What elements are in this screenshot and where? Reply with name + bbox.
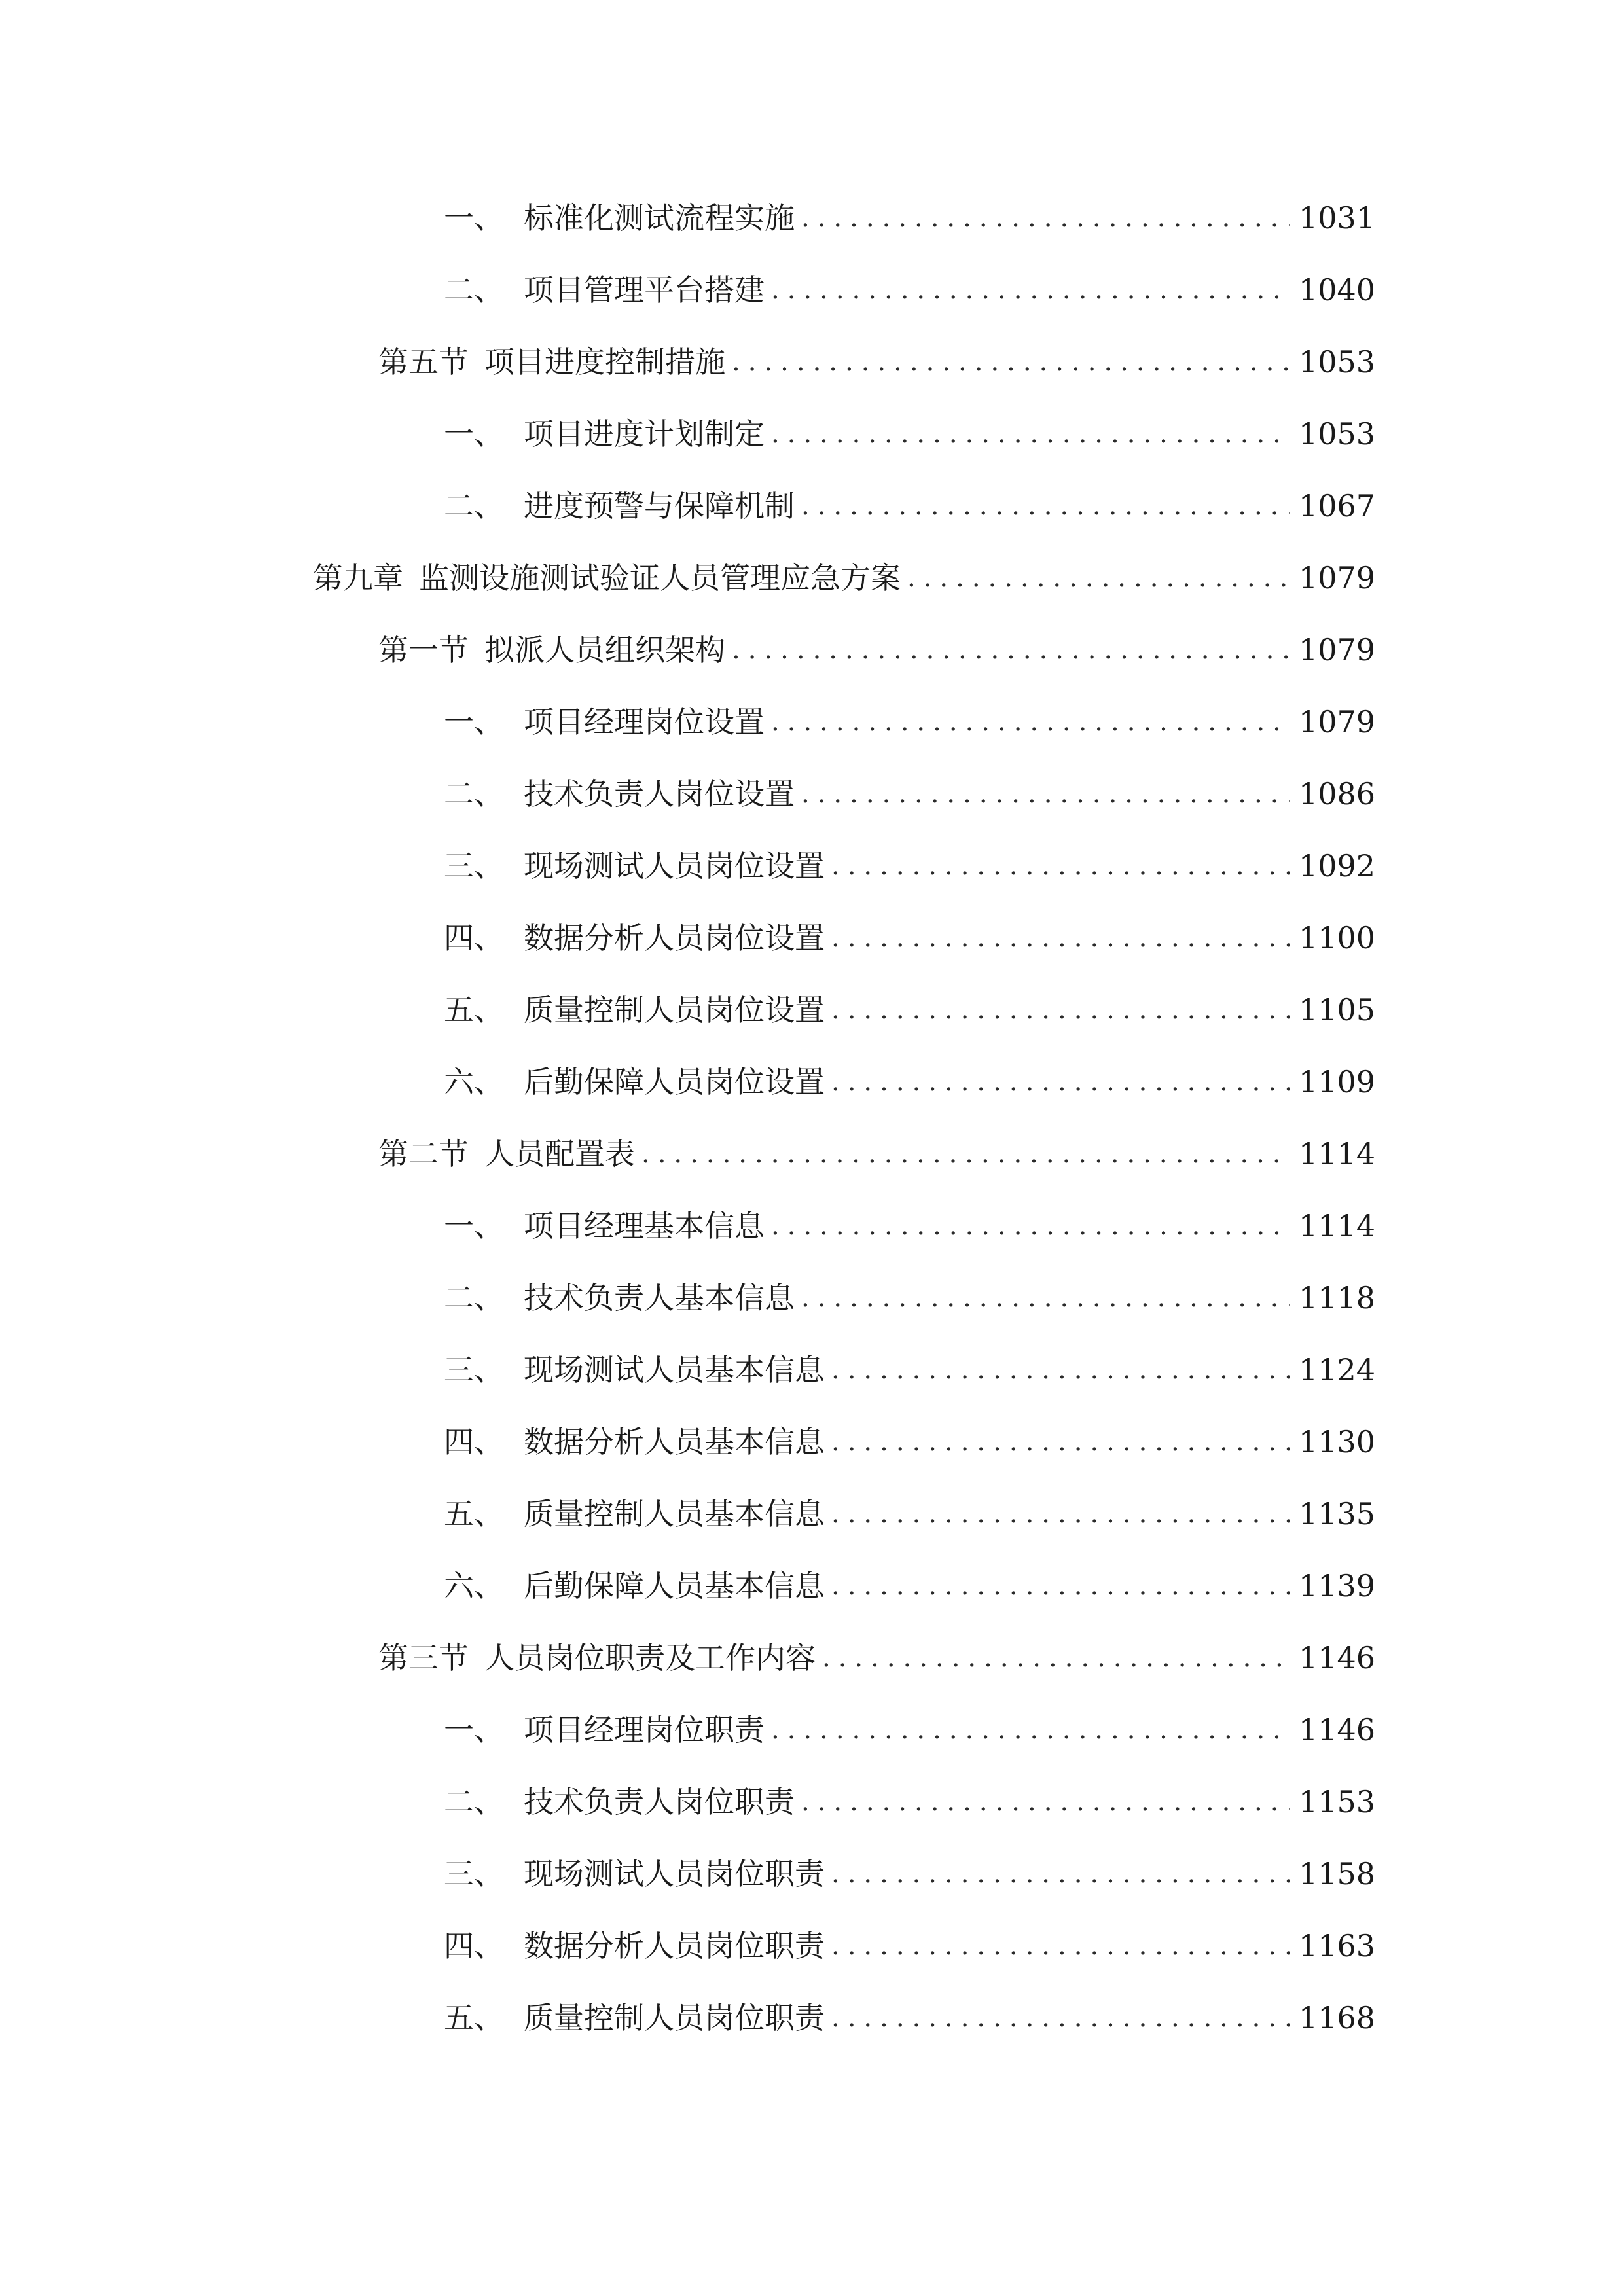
toc-entry-number: 五、 [444, 992, 504, 1028]
toc-entry-page: 1105 [1298, 992, 1375, 1028]
toc-entry-title: 拟派人员组织架构 [484, 632, 725, 668]
dot-leader [831, 1992, 1290, 2044]
toc-entry-number: 三、 [444, 1352, 504, 1388]
toc-entry-number: 第五节 [378, 344, 469, 380]
toc-entry[interactable] [378, 624, 1375, 676]
dot-leader [801, 480, 1290, 532]
dot-leader [831, 1488, 1290, 1540]
toc-entry-title: 项目进度计划制定 [524, 416, 765, 452]
toc-entry-title: 数据分析人员岗位设置 [524, 920, 825, 956]
toc-entry-page: 1139 [1298, 1568, 1375, 1604]
toc-entry[interactable] [444, 1704, 1375, 1756]
toc-entry-page: 1053 [1298, 344, 1375, 380]
dot-leader [822, 1632, 1290, 1684]
toc-entry-page: 1124 [1298, 1352, 1375, 1388]
toc-entry-number: 一、 [444, 416, 504, 452]
toc-entry-number: 第二节 [378, 1136, 469, 1172]
toc-entry[interactable] [444, 1272, 1375, 1324]
dot-leader [907, 552, 1290, 604]
dot-leader [771, 408, 1290, 460]
dot-leader [831, 1344, 1290, 1396]
toc-entry-page: 1146 [1298, 1640, 1375, 1676]
dot-leader [801, 768, 1290, 820]
toc-entry-page: 1031 [1298, 200, 1375, 236]
toc-entry-number: 一、 [444, 1712, 504, 1748]
toc-entry-page: 1130 [1298, 1424, 1375, 1460]
toc-entry-title: 质量控制人员基本信息 [524, 1496, 825, 1532]
toc-entry[interactable] [444, 984, 1375, 1036]
toc-entry-title: 进度预警与保障机制 [524, 488, 795, 524]
toc-entry-number: 五、 [444, 2000, 504, 2036]
toc-entry-number: 一、 [444, 1208, 504, 1244]
dot-leader [771, 696, 1290, 748]
dot-leader [831, 912, 1290, 964]
toc-entry[interactable] [444, 1416, 1375, 1468]
toc-entry-title: 项目经理岗位职责 [524, 1712, 765, 1748]
toc-entry[interactable] [444, 912, 1375, 964]
toc-entry[interactable] [444, 408, 1375, 460]
toc-entry[interactable] [378, 336, 1375, 388]
toc-entry-title: 人员配置表 [484, 1136, 635, 1172]
toc-entry-number: 六、 [444, 1064, 504, 1100]
toc-entry-title: 现场测试人员岗位设置 [524, 848, 825, 884]
toc-entry-page: 1168 [1298, 2000, 1375, 2036]
toc-entry-title: 数据分析人员岗位职责 [524, 1928, 825, 1964]
toc-entry-page: 1092 [1298, 848, 1375, 884]
toc-entry-page: 1109 [1298, 1064, 1375, 1100]
toc-entry-page: 1053 [1298, 416, 1375, 452]
toc-entry[interactable] [444, 1776, 1375, 1828]
toc-entry-number: 六、 [444, 1568, 504, 1604]
toc-entry-number: 一、 [444, 704, 504, 740]
toc-entry-number: 第一节 [378, 632, 469, 668]
toc-entry-title: 监测设施测试验证人员管理应急方案 [419, 560, 901, 596]
toc-entry-page: 1079 [1298, 632, 1375, 668]
toc-entry-page: 1079 [1298, 560, 1375, 596]
toc-entry-title: 技术负责人基本信息 [524, 1280, 795, 1316]
toc-entry-number: 五、 [444, 1496, 504, 1532]
toc-entry-number: 二、 [444, 776, 504, 812]
toc-entry-number: 第九章 [313, 560, 403, 596]
toc-entry[interactable] [444, 1056, 1375, 1108]
toc-entry-title: 项目经理基本信息 [524, 1208, 765, 1244]
dot-leader [771, 264, 1290, 316]
toc-entry-page: 1118 [1298, 1280, 1375, 1316]
toc-entry-page: 1114 [1298, 1136, 1375, 1172]
toc-entry-title: 后勤保障人员岗位设置 [524, 1064, 825, 1100]
toc-entry[interactable] [444, 264, 1375, 316]
toc-entry[interactable] [444, 1344, 1375, 1396]
toc-entry-number: 四、 [444, 1424, 504, 1460]
toc-entry-number: 二、 [444, 272, 504, 308]
dot-leader [801, 1272, 1290, 1324]
toc-entry[interactable] [378, 1632, 1375, 1684]
toc-entry[interactable] [313, 552, 1375, 604]
toc-entry-title: 质量控制人员岗位职责 [524, 2000, 825, 2036]
toc-entry-page: 1100 [1298, 920, 1375, 956]
toc-entry-page: 1153 [1298, 1784, 1375, 1820]
toc-entry-title: 后勤保障人员基本信息 [524, 1568, 825, 1604]
toc-entry[interactable] [444, 696, 1375, 748]
toc-entry[interactable] [444, 1560, 1375, 1612]
toc-entry-page: 1086 [1298, 776, 1375, 812]
dot-leader [831, 1056, 1290, 1108]
toc-entry-page: 1146 [1298, 1712, 1375, 1748]
toc-entry[interactable] [444, 1920, 1375, 1972]
toc-entry-number: 三、 [444, 1856, 504, 1892]
toc-entry-title: 技术负责人岗位设置 [524, 776, 795, 812]
toc-entry[interactable] [444, 768, 1375, 820]
toc-entry-title: 质量控制人员岗位设置 [524, 992, 825, 1028]
toc-entry-number: 二、 [444, 488, 504, 524]
toc-entry-number: 二、 [444, 1784, 504, 1820]
dot-leader [831, 1560, 1290, 1612]
toc-entry-page: 1135 [1298, 1496, 1375, 1532]
toc-entry[interactable] [378, 1128, 1375, 1180]
dot-leader [732, 624, 1290, 676]
toc-entry-page: 1158 [1298, 1856, 1375, 1892]
dot-leader [641, 1128, 1290, 1180]
dot-leader [801, 192, 1290, 244]
dot-leader [801, 1776, 1290, 1828]
toc-entry-page: 1114 [1298, 1208, 1375, 1244]
toc-entry-number: 四、 [444, 1928, 504, 1964]
toc-entry[interactable] [444, 1992, 1375, 2044]
toc-entry-page: 1163 [1298, 1928, 1375, 1964]
dot-leader [831, 840, 1290, 892]
toc-entry-number: 二、 [444, 1280, 504, 1316]
toc-entry-title: 项目管理平台搭建 [524, 272, 765, 308]
dot-leader [831, 1416, 1290, 1468]
toc-entry-number: 一、 [444, 200, 504, 236]
dot-leader [771, 1200, 1290, 1252]
toc-entry-page: 1079 [1298, 704, 1375, 740]
toc-entry[interactable] [444, 1200, 1375, 1252]
toc-entry-title: 人员岗位职责及工作内容 [484, 1640, 816, 1676]
toc-entry[interactable] [444, 1488, 1375, 1540]
toc-entry[interactable] [444, 1848, 1375, 1900]
toc-entry-title: 数据分析人员基本信息 [524, 1424, 825, 1460]
toc-entry-title: 现场测试人员岗位职责 [524, 1856, 825, 1892]
toc-entry[interactable] [444, 480, 1375, 532]
toc-entry-page: 1067 [1298, 488, 1375, 524]
toc-entry-number: 三、 [444, 848, 504, 884]
toc-entry[interactable] [444, 192, 1375, 244]
toc-entry-number: 四、 [444, 920, 504, 956]
dot-leader [771, 1704, 1290, 1756]
toc-entry-title: 项目进度控制措施 [484, 344, 725, 380]
dot-leader [831, 1920, 1290, 1972]
toc-entry-title: 现场测试人员基本信息 [524, 1352, 825, 1388]
toc-entry-title: 项目经理岗位设置 [524, 704, 765, 740]
dot-leader [732, 336, 1290, 388]
toc-entry-title: 技术负责人岗位职责 [524, 1784, 795, 1820]
dot-leader [831, 1848, 1290, 1900]
toc-entry-title: 标准化测试流程实施 [524, 200, 795, 236]
dot-leader [831, 984, 1290, 1036]
toc-entry-page: 1040 [1298, 272, 1375, 308]
toc-entry-number: 第三节 [378, 1640, 469, 1676]
toc-entry[interactable] [444, 840, 1375, 892]
